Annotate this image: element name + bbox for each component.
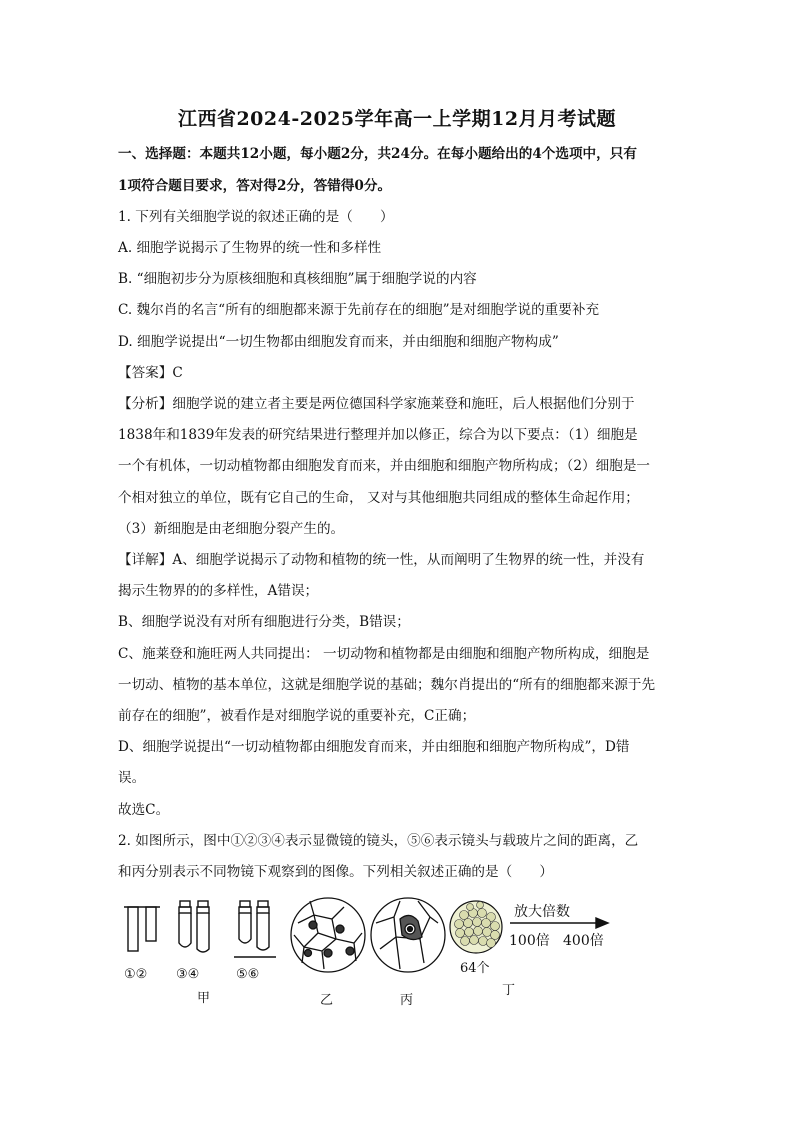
objective-lenses (179, 901, 209, 952)
option-b: B. “细胞初步分为原核细胞和真核细胞”属于细胞学说的内容 (118, 271, 477, 287)
answer-line: 【答案】C (118, 365, 183, 381)
detail-line-3: B、细胞学说没有对所有细胞进行分类，B错误； (118, 614, 410, 630)
view-yi (291, 898, 365, 972)
objective-distance (234, 901, 276, 957)
analysis-line-2: 1838年和1839年发表的研究结果进行整理并加以修正，综合为以下要点：（1）细胞是 (118, 427, 638, 443)
page-title: 江西省2024-2025学年高一上学期12月月考试题 (177, 108, 617, 130)
option-a: A. 细胞学说揭示了生物界的统一性和多样性 (118, 240, 382, 256)
label-yi: 乙 (320, 993, 334, 1008)
option-d: D. 细胞学说提出“一切生物都由细胞发育而来，并由细胞和细胞产物构成” (118, 334, 559, 350)
question-2-stem-2: 和丙分别表示不同物镜下观察到的图像。下列相关叙述正确的是（ ） (118, 864, 553, 880)
cell-count-label: 64个 (460, 961, 490, 976)
magnification-low: 100倍 (509, 933, 550, 949)
option-c: C. 魏尔肖的名言“所有的细胞都来源于先前存在的细胞”是对细胞学说的重要补充 (118, 302, 600, 318)
analysis-line-1: 【分析】细胞学说的建立者主要是两位德国科学家施莱登和施旺，后人根据他们分别于 (118, 396, 635, 412)
detail-line-8: 误。 (118, 770, 146, 786)
detail-line-6: 前存在的细胞”，被看作是对细胞学说的重要补充，C正确； (118, 708, 476, 724)
detail-line-5: 一切动、植物的基本单位，这就是细胞学说的基础；魏尔肖提出的“所有的细胞都来源于先 (118, 677, 656, 693)
label-lenses-3-4: ③④ (176, 967, 200, 982)
microscope-figure (118, 893, 618, 1013)
analysis-line-5: （3）新细胞是由老细胞分裂产生的。 (118, 521, 345, 537)
detail-line-2: 揭示生物界的的多样性，A错误； (118, 583, 319, 599)
label-distance-5-6: ⑤⑥ (236, 967, 260, 982)
view-ding (450, 901, 502, 953)
analysis-line-4: 个相对独立的单位，既有它自己的生命， 又对与其他细胞共同组成的整体生命起作用； (118, 490, 639, 506)
label-lenses-1-2: ①② (124, 967, 148, 982)
detail-line-1: 【详解】A、细胞学说揭示了动物和植物的统一性，从而阐明了生物界的统一性，并没有 (118, 552, 645, 568)
label-jia: 甲 (197, 991, 211, 1006)
label-bing: 丙 (400, 993, 414, 1008)
analysis-line-3: 一个有机体，一切动植物都由细胞发育而来，并由细胞和细胞产物所构成；（2）细胞是一 (118, 458, 651, 474)
section-heading-line-2: 1项符合题目要求，答对得2分，答错得0分。 (118, 178, 392, 194)
detail-line-7: D、细胞学说提出“一切动植物都由细胞发育而来，并由细胞和细胞产物所构成”，D错 (118, 739, 630, 755)
label-ding: 丁 (502, 983, 516, 998)
question-2-stem-1: 2. 如图所示，图中①②③④表示显微镜的镜头，⑤⑥表示镜头与载玻片之间的距离，乙 (118, 833, 639, 849)
question-1-stem: 1. 下列有关细胞学说的叙述正确的是（ ） (118, 209, 394, 225)
eyepiece-lenses (124, 907, 160, 951)
view-bing (371, 898, 445, 972)
magnification-title: 放大倍数 (514, 904, 570, 920)
conclusion-line: 故选C。 (118, 802, 170, 818)
detail-line-4: C、施莱登和施旺两人共同提出： 一切动物和植物都是由细胞和细胞产物所构成，细胞是 (118, 646, 650, 662)
magnification-high: 400倍 (563, 933, 604, 949)
section-heading-line-1: 一、选择题：本题共12小题，每小题2分，共24分。在每小题给出的4个选项中，只有 (118, 146, 637, 162)
